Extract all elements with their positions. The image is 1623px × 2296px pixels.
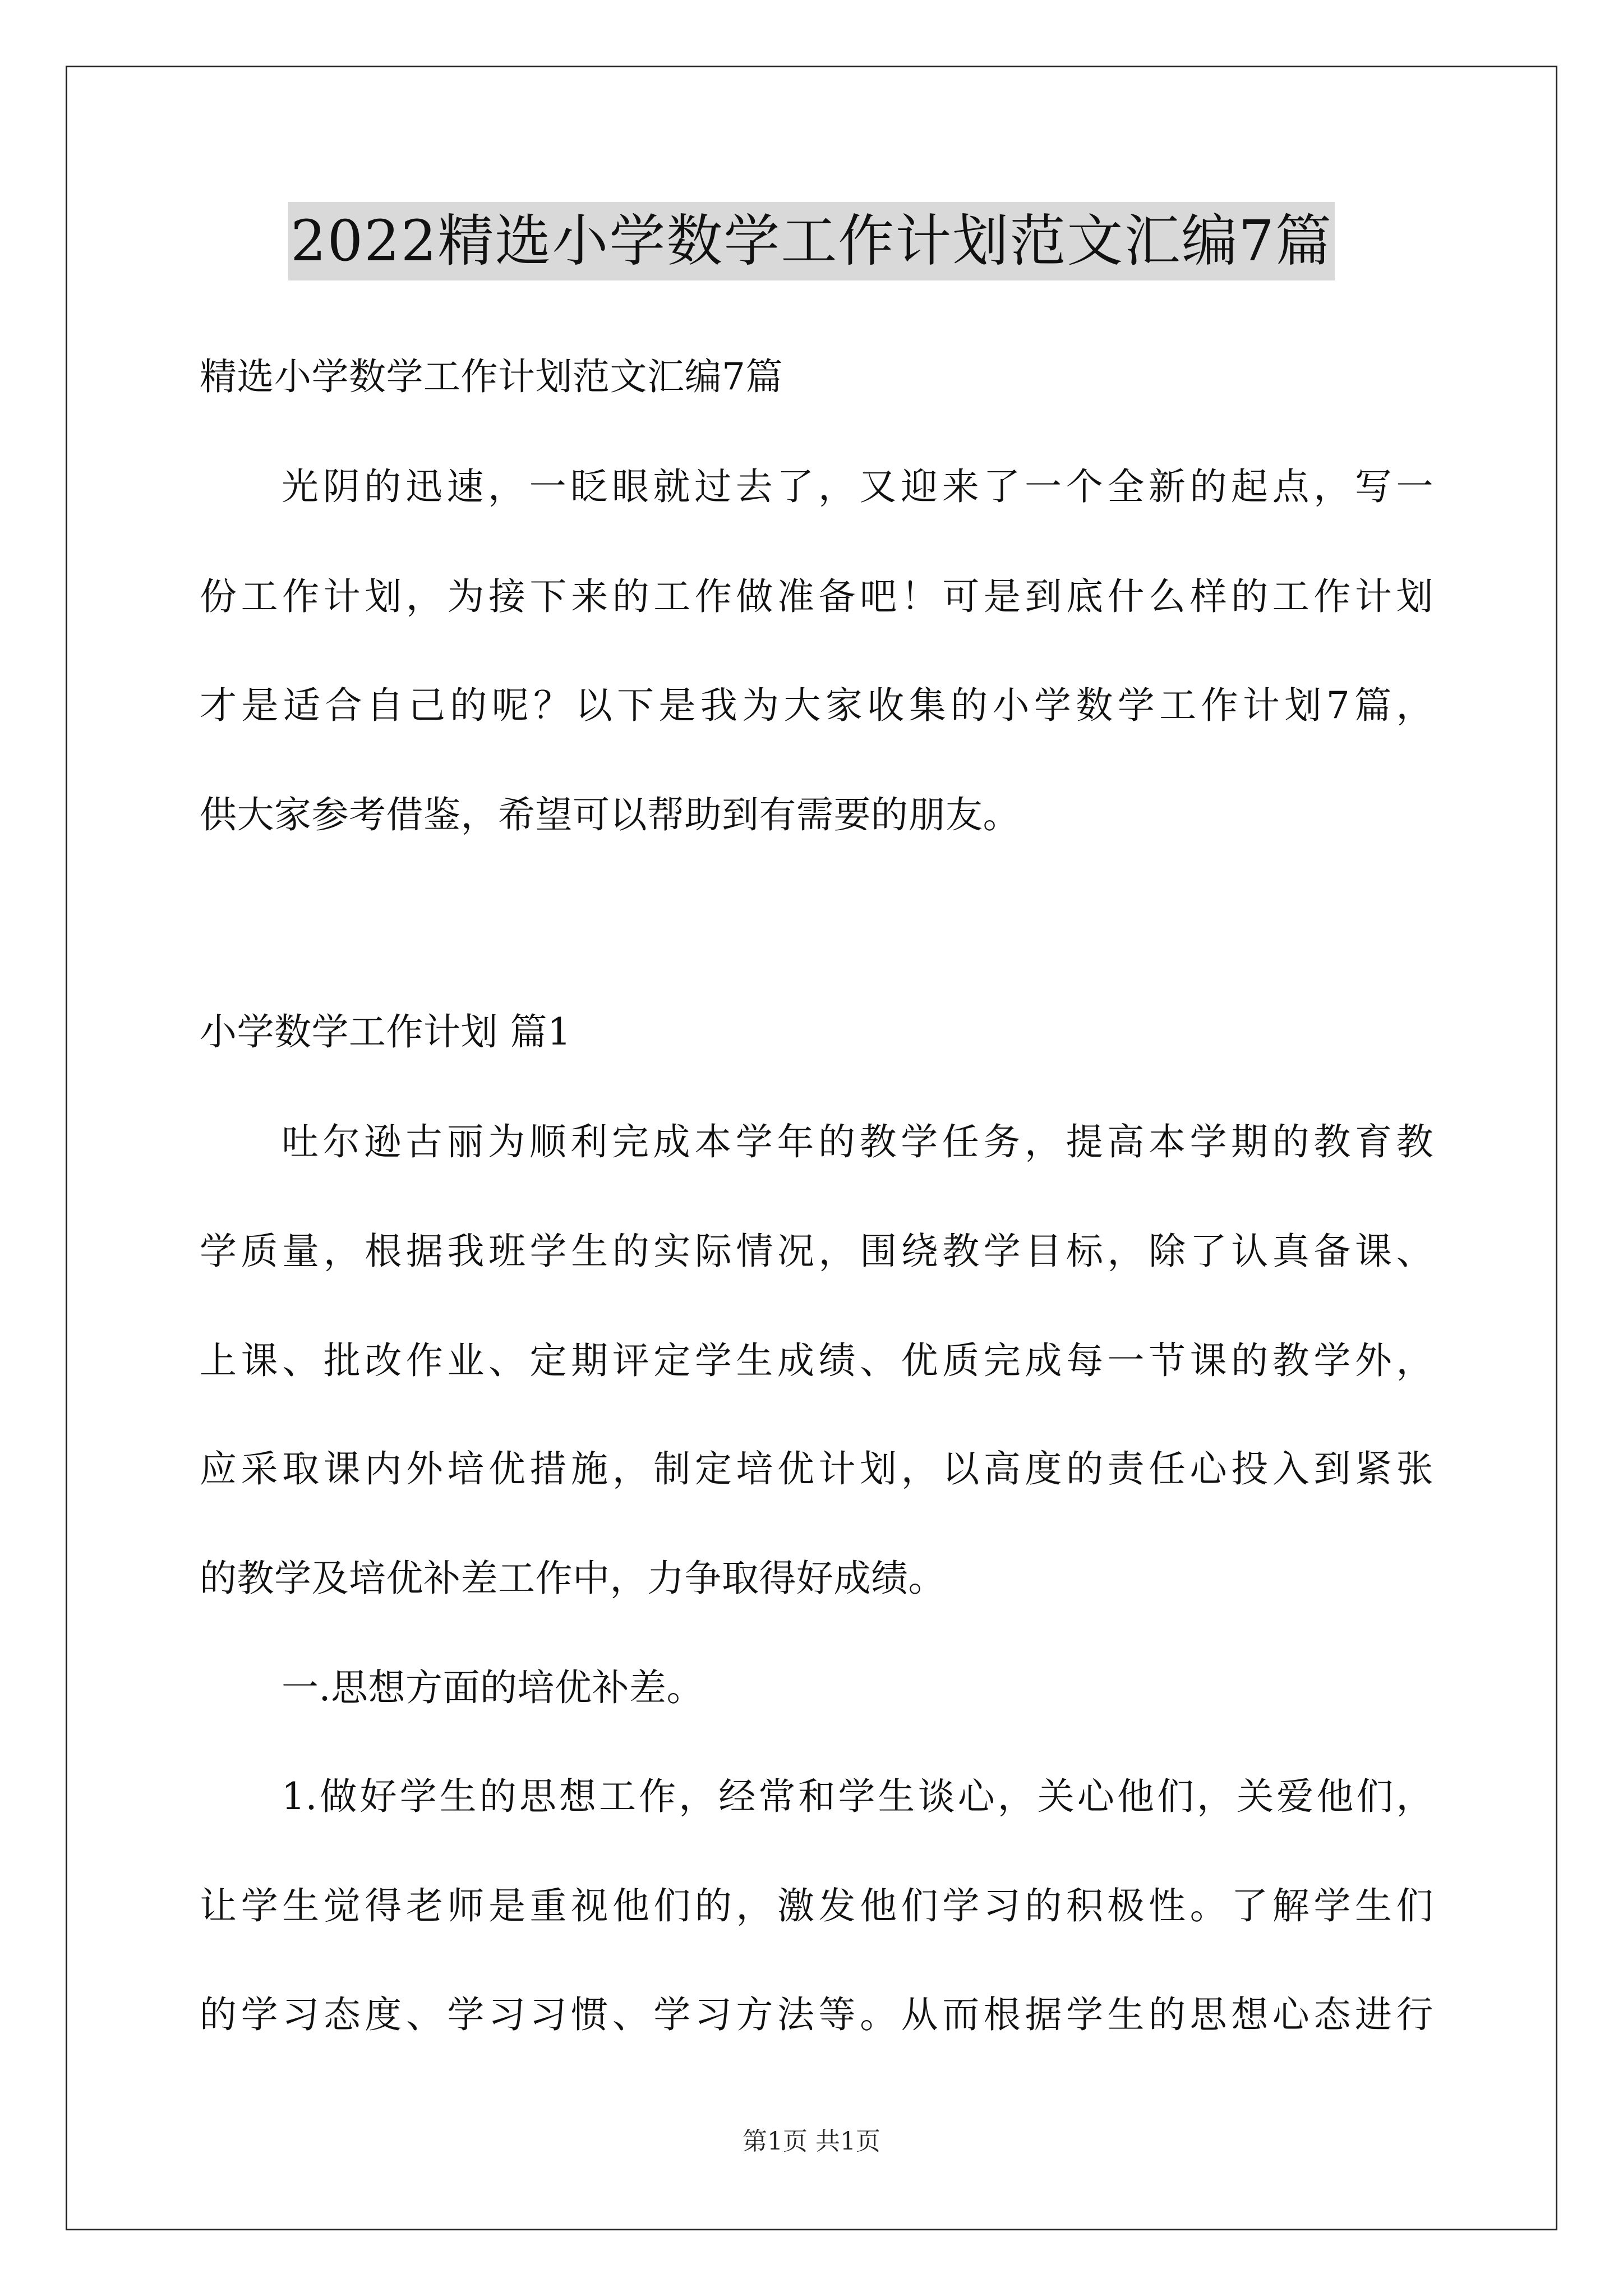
intro-line-4: 供大家参考借鉴，希望可以帮助到有需要的朋友。	[200, 793, 1020, 836]
section-heading: 小学数学工作计划 篇1	[200, 1010, 571, 1053]
point-line-1: 1.做好学生的思想工作，经常和学生谈心，关心他们，关爱他们，	[282, 1775, 1433, 1818]
document-subtitle: 精选小学数学工作计划范文汇编7篇	[200, 355, 783, 398]
section-line-2: 学质量，根据我班学生的实际情况，围绕教学目标，除了认真备课、	[200, 1230, 1433, 1273]
point-heading: 一.思想方面的培优补差。	[282, 1666, 704, 1709]
intro-line-1: 光阴的迅速，一眨眼就过去了，又迎来了一个全新的起点，写一	[282, 465, 1433, 508]
title-container	[0, 202, 1623, 280]
section-line-4: 应采取课内外培优措施，制定培优计划，以高度的责任心投入到紧张	[200, 1447, 1433, 1490]
section-line-5: 的教学及培优补差工作中，力争取得好成绩。	[200, 1557, 946, 1600]
section-line-1: 吐尔逊古丽为顺利完成本学年的教学任务，提高本学期的教育教	[282, 1120, 1433, 1163]
intro-line-2: 份工作计划，为接下来的工作做准备吧！可是到底什么样的工作计划	[200, 575, 1433, 618]
section-line-3: 上课、批改作业、定期评定学生成绩、优质完成每一节课的教学外，	[200, 1339, 1433, 1382]
document-title: 2022精选小学数学工作计划范文汇编7篇	[288, 202, 1335, 280]
intro-line-3: 才是适合自己的呢？以下是我为大家收集的小学数学工作计划7篇，	[200, 684, 1433, 727]
point-line-3: 的学习态度、学习习惯、学习方法等。从而根据学生的思想心态进行	[200, 1993, 1433, 2036]
page-footer: 第1页 共1页	[743, 2127, 880, 2156]
point-line-2: 让学生觉得老师是重视他们的，激发他们学习的积极性。了解学生们	[200, 1884, 1433, 1927]
